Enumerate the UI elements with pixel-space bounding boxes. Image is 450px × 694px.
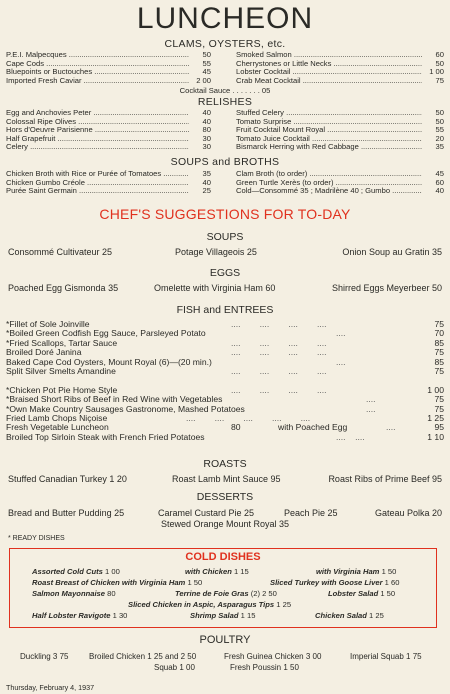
cold-dish: Assorted Cold Cuts 1 00 xyxy=(32,567,120,576)
menu-item: Chicken Gumbo Créole ..... 40 xyxy=(6,179,211,188)
menu-item: Clam Broth (to order) ..... 45 xyxy=(236,170,444,179)
menu-item: Hors d'Oeuvre Parisienne ..... 80 xyxy=(6,126,211,135)
cold-dish: with Virginia Ham 1 50 xyxy=(316,567,397,576)
broths-right-column xyxy=(236,170,444,196)
menu-item: *Own Make Country Sausages Gastronome, Mashed Potatoes .... 75 xyxy=(6,403,444,414)
menu-item: Fried Lamb Chops Niçoise .... .... .... .... .... 1 25 xyxy=(6,412,444,423)
cold-dish: Sliced Turkey with Goose Liver 1 60 xyxy=(270,578,400,587)
cold-dish: Half Lobster Ravigote 1 30 xyxy=(32,611,128,620)
menu-item: Cape Cods ..... 55 xyxy=(6,60,211,69)
menu-item: Tomato Surprise ..... 50 xyxy=(236,118,444,127)
dessert-item: Bread and Butter Pudding 25 xyxy=(8,508,125,518)
menu-item: *Fillet of Sole Joinville .... .... .... .... 75 xyxy=(6,319,444,329)
menu-item: Purée Saint Germain ..... 25 xyxy=(6,187,211,196)
cold-dish: with Chicken 1 15 xyxy=(185,567,249,576)
eggs-heading: EGGS xyxy=(209,267,241,279)
soup-item: Potage Villageois 25 xyxy=(175,247,257,257)
clams-heading: CLAMS, OYSTERS, etc. xyxy=(164,38,286,50)
cold-dish: Salmon Mayonnaise 80 xyxy=(32,589,116,598)
relishes-heading: RELISHES xyxy=(197,96,253,108)
cold-dishes-heading: COLD DISHES xyxy=(185,551,261,563)
broths-left-column xyxy=(6,170,211,196)
cold-dish: Roast Breast of Chicken with Virginia Ham 1 50 xyxy=(32,578,203,587)
menu-item: Crab Meat Cocktail ..... 75 xyxy=(236,77,444,86)
broths-heading: SOUPS and BROTHS xyxy=(170,156,280,168)
dessert-item: Peach Pie 25 xyxy=(284,508,338,518)
menu-item: Smoked Salmon ..... 60 xyxy=(236,51,444,60)
egg-item: Omelette with Virginia Ham 60 xyxy=(154,283,276,293)
soups-heading: SOUPS xyxy=(206,231,244,243)
roasts-heading: ROASTS xyxy=(203,458,247,470)
cold-dishes-box xyxy=(9,548,437,628)
menu-item: *Chicken Pot Pie Home Style .... .... .... .... 1 00 xyxy=(6,384,444,395)
menu-item: Colossal Ripe Olives ..... 40 xyxy=(6,118,211,127)
clams-right-column xyxy=(236,51,444,85)
menu-date: Thursday, February 4, 1937 xyxy=(6,683,95,692)
menu-item: Broiled Top Sirloin Steak with French Fried Potatoes .... .... 1 10 xyxy=(6,431,444,442)
menu-item: Green Turtle Xerès (to order) ..... 60 xyxy=(236,179,444,188)
cold-dish: Chicken Salad 1 25 xyxy=(315,611,384,620)
fish-entrees-heading: FISH and ENTREES xyxy=(176,304,274,316)
menu-item: Imported Fresh Caviar ..... 2 00 xyxy=(6,77,211,86)
menu-item: Stuffed Celery ..... 50 xyxy=(236,109,444,118)
menu-item: Fruit Cocktail Mount Royal ..... 55 xyxy=(236,126,444,135)
poultry-item: Fresh Poussin 1 50 xyxy=(230,663,299,672)
clams-left-column xyxy=(6,51,211,85)
poultry-item: Broiled Chicken 1 25 and 2 50 xyxy=(89,652,197,661)
poultry-item: Imperial Squab 1 75 xyxy=(350,652,422,661)
menu-item: *Boiled Green Codfish Egg Sauce, Parsleyed Potato .... 70 xyxy=(6,328,444,339)
menu-item: Cherrystones or Little Necks ..... 50 xyxy=(236,60,444,69)
desserts-heading: DESSERTS xyxy=(196,491,254,503)
cold-dish: Terrine de Foie Gras (2) 2 50 xyxy=(175,589,277,598)
menu-item: Celery ..... 30 xyxy=(6,143,211,152)
menu-item: Bismarck Herring with Red Cabbage ..... 35 xyxy=(236,143,444,152)
egg-item: Poached Egg Gismonda 35 xyxy=(8,283,119,293)
dessert-item: Caramel Custard Pie 25 xyxy=(158,508,255,518)
egg-item: Shirred Eggs Meyerbeer 50 xyxy=(331,283,442,293)
menu-item: Lobster Cocktail ..... 1 00 xyxy=(236,68,444,77)
cold-dish: Sliced Chicken in Aspic, Asparagus Tips 1 25 xyxy=(128,600,292,609)
poultry-item: Fresh Guinea Chicken 3 00 xyxy=(224,652,322,661)
soup-item: Consommé Cultivateur 25 xyxy=(8,247,113,257)
menu-item: Egg and Anchovies Peter ..... 40 xyxy=(6,109,211,118)
menu-item: Fresh Vegetable Luncheon 80 with Poached Egg .... 95 xyxy=(6,422,444,433)
menu-title: LUNCHEON xyxy=(136,2,314,35)
roast-item: Roast Ribs of Prime Beef 95 xyxy=(328,474,442,484)
menu-item: Broiled Doré Janina .... .... .... .... 75 xyxy=(6,347,444,358)
poultry-item: Squab 1 00 xyxy=(154,663,195,672)
roast-item: Stuffed Canadian Turkey 1 20 xyxy=(8,474,127,484)
ready-dishes-note: * READY DISHES xyxy=(8,535,65,542)
cocktail-sauce: Cocktail Sauce . . . . . . . 05 xyxy=(179,86,271,95)
roast-item: Roast Lamb Mint Sauce 95 xyxy=(172,474,281,484)
dessert-item: Gateau Polka 20 xyxy=(374,508,442,518)
menu-item: P.E.I. Malpecques ..... 50 xyxy=(6,51,211,60)
menu-item: Cold—Consommé 35 ; Madrilène 40 ; Gumbo ..... 40 xyxy=(236,187,444,196)
poultry-item: Duckling 3 75 xyxy=(20,652,69,661)
soup-item: Onion Soup au Gratin 35 xyxy=(342,247,442,257)
menu-item: Half Grapefruit ..... 30 xyxy=(6,135,211,144)
relishes-right-column xyxy=(236,109,444,152)
menu-item: Baked Cape Cod Oysters, Mount Royal (6)—(20 min.) .... 85 xyxy=(6,356,444,367)
menu-item: Chicken Broth with Rice or Purée of Tomatoes ..... 35 xyxy=(6,170,211,179)
dessert-item: Stewed Orange Mount Royal 35 xyxy=(160,519,290,529)
menu-item: Split Silver Smelts Amandine .... .... .... .... 75 xyxy=(6,365,444,376)
relishes-left-column xyxy=(6,109,211,152)
fish-entrees-list xyxy=(6,320,444,442)
menu-item: Tomato Juice Cocktail ..... 20 xyxy=(236,135,444,144)
chef-suggestions-heading: CHEF'S SUGGESTIONS FOR TO-DAY xyxy=(99,206,351,222)
menu-item: *Fried Scallops, Tartar Sauce .... .... .... .... 85 xyxy=(6,337,444,348)
cold-dish: Shrimp Salad 1 15 xyxy=(190,611,256,620)
cold-dish: Lobster Salad 1 50 xyxy=(328,589,396,598)
menu-item: *Braised Short Ribs of Beef in Red Wine with Vegetables .... 75 xyxy=(6,394,444,405)
menu-item: Bluepoints or Buctouches ..... 45 xyxy=(6,68,211,77)
poultry-heading: POULTRY xyxy=(199,634,251,646)
